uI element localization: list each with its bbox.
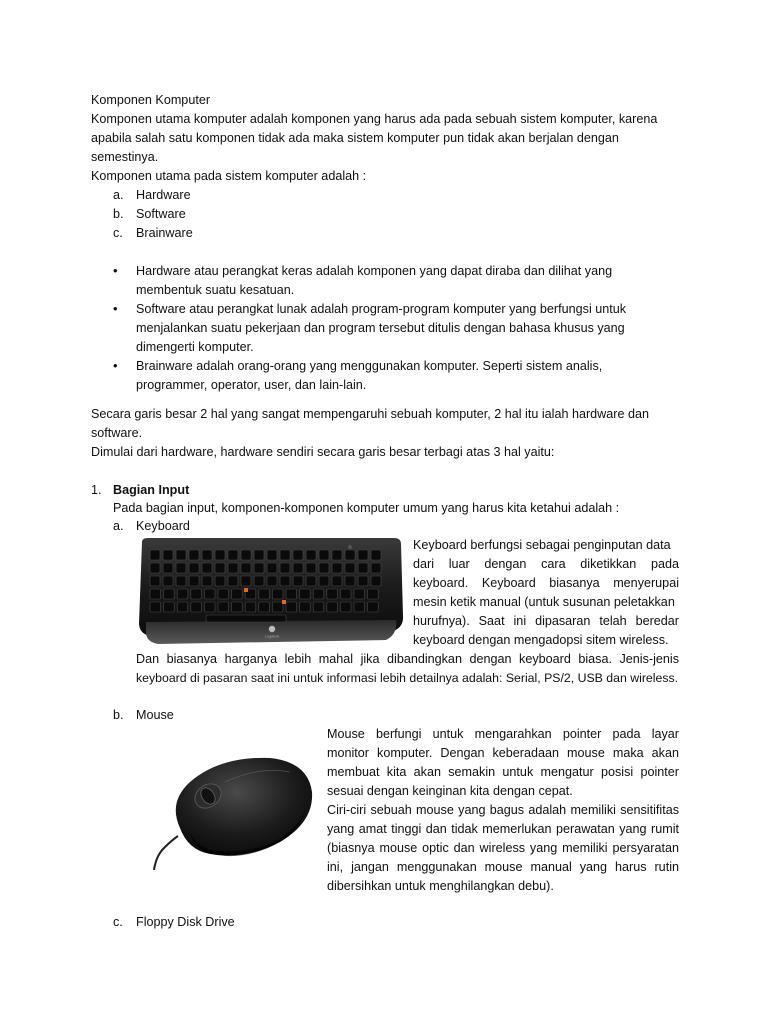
list-marker-a: a. bbox=[113, 188, 124, 202]
floppy-marker: c. bbox=[113, 915, 123, 929]
section-1-marker: 1. bbox=[91, 483, 102, 497]
bullet-3-line-1: Brainware adalah orang-orang yang menggunakan komputer. Seperti sistem analis, bbox=[136, 359, 603, 373]
list-item-software: Software bbox=[136, 207, 186, 221]
keyboard-heading: Keyboard bbox=[136, 519, 190, 533]
keyboard-desc-line-5: hurufnya). Saat ini dipasaran telah beredar bbox=[413, 614, 679, 628]
keyboard-full-line-2: keyboard di pasaran saat ini untuk informasi lebih detailnya adalah: Serial, PS/2, USB dan wireless. bbox=[136, 671, 679, 685]
keyboard-desc-line-1: Keyboard berfungsi sebagai penginputan data bbox=[413, 538, 671, 552]
mouse-illustration bbox=[150, 752, 320, 870]
hardware-intro: Dimulai dari hardware, hardware sendiri secara garis besar terbagi atas 3 hal yaitu: bbox=[91, 445, 555, 459]
mouse-image bbox=[150, 752, 320, 870]
keyboard-desc-line-2: dari luar dengan cara diketikkan pada bbox=[413, 557, 679, 571]
list-item-hardware: Hardware bbox=[136, 188, 191, 202]
summary-line-2: software. bbox=[91, 426, 143, 440]
keyboard-full-line-1: Dan biasanya harganya lebih mahal jika dibandingkan dengan keyboard biasa. Jenis-jenis bbox=[136, 652, 679, 666]
keyboard-marker: a. bbox=[113, 519, 124, 533]
mouse-desc-line-4: sesuai dengan keinginan kita dengan cepat. bbox=[327, 784, 573, 798]
intro-line-2: apabila salah satu komponen tidak ada maka sistem komputer pun tidak akan berjalan dengan bbox=[91, 131, 619, 145]
intro-line-1: Komponen utama komputer adalah komponen yang harus ada pada sebuah sistem komputer, karena bbox=[91, 112, 658, 126]
keyboard-desc-line-4: mesin ketik manual (untuk susunan peletakkan bbox=[413, 595, 675, 609]
intro-line-3: semestinya. bbox=[91, 150, 159, 164]
bullet-marker: • bbox=[113, 358, 118, 373]
mouse-desc-line-2: monitor komputer. Dengan keberadaan mouse maka akan bbox=[327, 746, 679, 760]
mouse-desc-line-7: (biasnya mouse optic dan wireless yang memiliki persyaratan bbox=[327, 841, 679, 855]
mouse-desc-line-3: membuat kita akan semakin untuk mengatur posisi pointer bbox=[327, 765, 679, 779]
bullet-1-line-1: Hardware atau perangkat keras adalah komponen yang dapat diraba dan dilihat yang bbox=[136, 264, 613, 278]
keyboard-illustration bbox=[136, 536, 406, 646]
list-item-brainware: Brainware bbox=[136, 226, 193, 240]
keyboard-image bbox=[136, 536, 406, 646]
keyboard-desc-line-6: keyboard dengan mengadopsi sitem wireless. bbox=[413, 633, 669, 647]
mouse-desc-line-9: dibersihkan untuk menghilangkan debu). bbox=[327, 879, 554, 893]
mouse-desc-line-8: ini, jangan menggunakan mouse manual yang harus rutin bbox=[327, 860, 679, 874]
bullet-marker: • bbox=[113, 301, 118, 316]
summary-line-1: Secara garis besar 2 hal yang sangat mempengaruhi sebuah komputer, 2 hal itu ialah hardware dan bbox=[91, 407, 649, 421]
bullet-1-line-2: membentuk suatu kesatuan. bbox=[136, 283, 295, 297]
floppy-heading: Floppy Disk Drive bbox=[136, 915, 235, 929]
doc-title: Komponen Komputer bbox=[91, 93, 211, 107]
keyboard-desc-line-3: keyboard. Keyboard biasanya menyerupai bbox=[413, 576, 679, 590]
bullet-marker: • bbox=[113, 263, 118, 278]
list-marker-c: c. bbox=[113, 226, 123, 240]
section-1-intro: Pada bagian input, komponen-komponen komputer umum yang harus kita ketahui adalah : bbox=[113, 501, 620, 515]
mouse-desc-line-1: Mouse berfungi untuk mengarahkan pointer pada layar bbox=[327, 727, 679, 741]
bullet-2-line-3: dimengerti komputer. bbox=[136, 340, 254, 354]
list-marker-b: b. bbox=[113, 207, 124, 221]
bullet-2-line-2: menjalankan suatu pekerjaan dan program tersebut ditulis dengan bahasa khusus yang bbox=[136, 321, 625, 335]
section-1-title: Bagian Input bbox=[113, 483, 190, 497]
bullet-3-line-2: programmer, operator, user, dan lain-lain. bbox=[136, 378, 367, 392]
main-components-heading: Komponen utama pada sistem komputer adalah : bbox=[91, 169, 367, 183]
bullet-2-line-1: Software atau perangkat lunak adalah program-program komputer yang berfungsi untuk bbox=[136, 302, 627, 316]
keyboard-brand-logo: Logitech bbox=[264, 634, 280, 639]
mouse-desc-line-6: yang amat tinggi dan tidak memerlukan perawatan yang rumit bbox=[327, 822, 679, 836]
mouse-marker: b. bbox=[113, 708, 124, 722]
mouse-heading: Mouse bbox=[136, 708, 174, 722]
mouse-desc-line-5: Ciri-ciri sebuah mouse yang bagus adalah memiliki sensitifitas bbox=[327, 803, 679, 817]
